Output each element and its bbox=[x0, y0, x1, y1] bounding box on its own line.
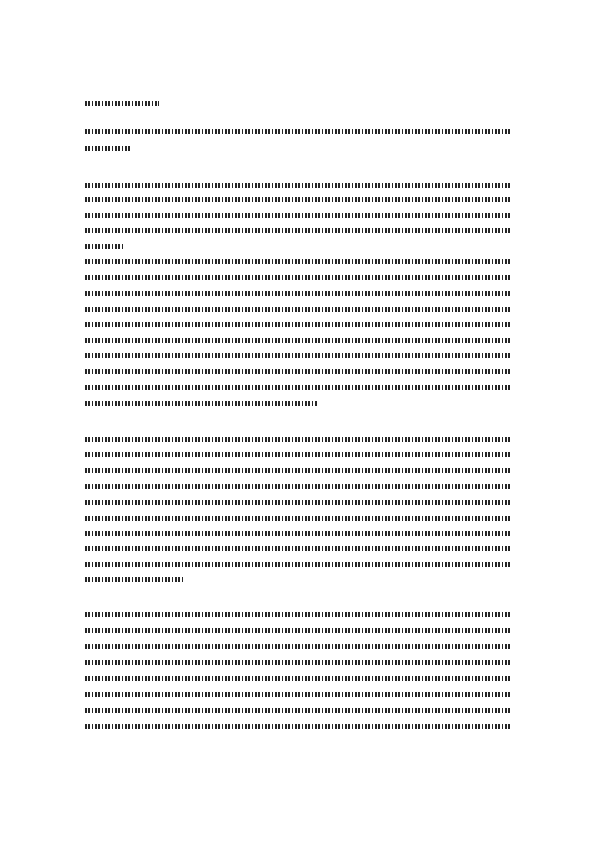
paragraph-line bbox=[85, 307, 510, 312]
paragraph-line bbox=[85, 275, 510, 280]
paragraph-line bbox=[85, 385, 510, 390]
paragraph-line bbox=[85, 183, 510, 188]
paragraph-line bbox=[85, 452, 510, 457]
paragraph-line bbox=[85, 437, 510, 442]
paragraph-line bbox=[85, 401, 317, 406]
paragraph-line bbox=[85, 612, 510, 617]
paragraph-line bbox=[85, 708, 510, 713]
paragraph-line bbox=[85, 259, 510, 264]
paragraph-line bbox=[85, 244, 125, 249]
paragraph-line bbox=[85, 660, 510, 665]
paragraph-line bbox=[85, 484, 510, 489]
paragraph-line bbox=[85, 369, 510, 374]
document-title-line-1 bbox=[85, 129, 510, 134]
paragraph-line bbox=[85, 516, 510, 521]
paragraph-line bbox=[85, 724, 510, 729]
paragraph-line bbox=[85, 577, 183, 582]
paragraph-line bbox=[85, 562, 510, 567]
paragraph-line bbox=[85, 322, 510, 327]
paragraph-line bbox=[85, 353, 510, 358]
paragraph-line bbox=[85, 228, 510, 233]
document-header bbox=[85, 101, 159, 106]
paragraph-line bbox=[85, 197, 510, 202]
paragraph-line bbox=[85, 546, 510, 551]
paragraph-line bbox=[85, 676, 510, 681]
paragraph-line bbox=[85, 644, 510, 649]
document-title-line-2 bbox=[85, 146, 132, 151]
paragraph-line bbox=[85, 468, 510, 473]
paragraph-line bbox=[85, 628, 510, 633]
paragraph-line bbox=[85, 291, 510, 296]
paragraph-line bbox=[85, 338, 510, 343]
paragraph-line bbox=[85, 213, 510, 218]
paragraph-line bbox=[85, 692, 510, 697]
paragraph-line bbox=[85, 500, 510, 505]
paragraph-line bbox=[85, 531, 510, 536]
